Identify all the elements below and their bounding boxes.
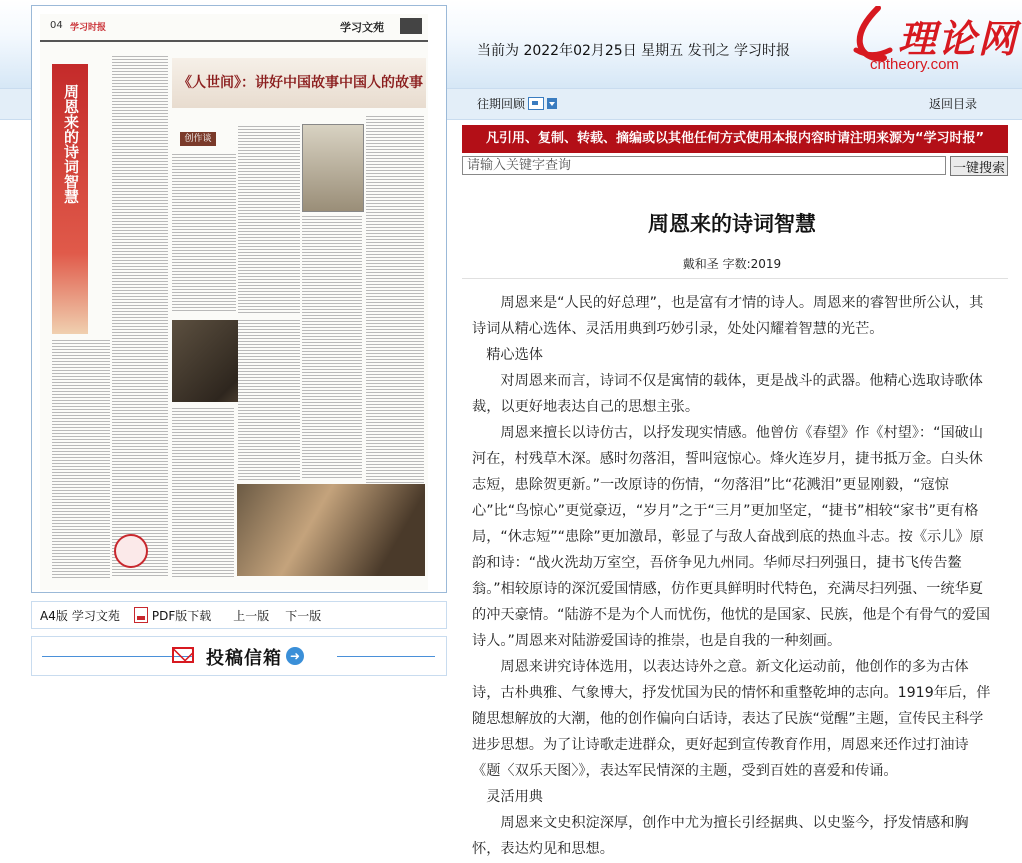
text-column: [366, 114, 424, 484]
submission-mailbox-button[interactable]: [31, 636, 447, 676]
prev-page-link[interactable]: 上一版: [233, 608, 270, 623]
paper-header: [40, 14, 428, 42]
divider: [462, 278, 1008, 279]
section-label: 学习文苑: [71, 608, 120, 623]
arrow-right-icon: ➜: [286, 647, 304, 665]
banner-title: 周恩来的诗词智慧: [62, 84, 80, 204]
paper-masthead: 学习时报: [70, 23, 107, 33]
article-title: 周恩来的诗词智慧: [648, 212, 816, 236]
subheading: 精心选体: [486, 347, 543, 363]
paper-page-number: 04: [50, 20, 63, 31]
paragraph: 周恩来擅长以诗仿古，以抒发现实情感。他曾仿《春望》作《村望》：“国破山河在，村残草木深。感时勿落泪，誓叫寇惊心。烽火连岁月，捷书抵万金。白头休志短，患除贺更新。”一改原诗的伤情，“勿落泪”比“花溅泪”更显刚毅，“寇惊心”比“鸟惊心”更觉豪迈，“岁月”之于“三月”更加坚定，“捷书”相较“家书”更有格局，“休志短”“患除”更加激昂，彰显了与敌人奋战到底的热血斗志。按《示儿》原韵和诗：“战火洗劫万室空，吾侪争见九州同。华师尽扫列强日，捷书飞传告鳌翁。”相较原诗的深沉爱国情感，仿作更具鲜明时代特色，充满尽扫列强、一统华夏的冲天豪情。“陆游不是为个人而忧伤，他忧的是国家、民族，他是个有骨气的爱国诗人。”周恩来对陆游爱国诗的推崇，也是自我的一种刻画。: [472, 425, 991, 649]
back-to-index-link[interactable]: 返回目录: [929, 97, 978, 111]
search-button[interactable]: 一键搜索: [950, 156, 1008, 176]
article-body: [472, 290, 994, 862]
paper-section-name: 学习文苑: [340, 21, 384, 34]
submission-label: 投稿信箱: [206, 648, 282, 669]
subheading: 灵活用典: [486, 789, 543, 805]
site-logo[interactable]: 理论网: [898, 16, 1019, 61]
past-review[interactable]: [477, 95, 557, 112]
next-page-link[interactable]: 下一版: [285, 608, 322, 623]
search-input[interactable]: [462, 156, 946, 175]
divider: [337, 656, 435, 657]
calendar-icon[interactable]: [528, 97, 544, 110]
copyright-notice: 凡引用、复制、转载、摘编或以其他任何方式使用本报内容时请注明来源为“学习时报”: [462, 125, 1008, 153]
pdf-icon: [134, 607, 148, 623]
text-column: [172, 152, 236, 312]
text-column: [172, 406, 234, 578]
text-column: [302, 214, 362, 478]
text-column: [112, 54, 168, 578]
divider: [42, 656, 192, 657]
seal-logo: [114, 534, 148, 568]
paragraph: 对周恩来而言，诗词不仅是寓情的载体，更是战斗的武器。他精心选取诗歌体裁，以更好地表达自己的思想主张。: [472, 373, 983, 415]
newspaper-page-image[interactable]: [40, 14, 428, 590]
chevron-down-icon[interactable]: [547, 98, 557, 109]
tag-label: 创作谈: [180, 132, 216, 146]
still-photo: [302, 124, 364, 212]
edition-label: A4版: [40, 608, 68, 623]
site-url: cntheory.com: [870, 56, 959, 73]
feature-title[interactable]: 《人世间》：讲好中国故事中国人的故事: [178, 75, 423, 91]
paragraph: 周恩来文史积淀深厚，创作中尤为擅长引经据典、以史鉴今，抒发情感和胸怀，表达灼见和思想。: [472, 815, 969, 857]
article-byline: 戴和圣 字数:2019: [682, 257, 782, 271]
issue-date: 当前为 2022年02月25日 星期五 发刊之 学习时报: [477, 43, 791, 59]
still-photo: [237, 484, 425, 576]
page-pager: [31, 601, 447, 629]
paragraph: 周恩来是“人民的好总理”，也是富有才情的诗人。周恩来的睿智世所公认，其诗词从精心选体、灵活用典到巧妙引录，处处闪耀着智慧的光芒。: [472, 295, 984, 337]
text-column: [238, 318, 300, 480]
text-column: [52, 338, 110, 578]
section-logo: [400, 18, 422, 34]
text-column: [238, 124, 300, 314]
pdf-download-label: PDF版下载: [151, 608, 212, 623]
logo-mark-icon: [848, 6, 898, 62]
pdf-download-link[interactable]: [134, 607, 211, 624]
paragraph: 周恩来讲究诗体选用，以表达诗外之意。新文化运动前，他创作的多为古体诗，古朴典雅、气象博大，抒发忧国为民的情怀和重整乾坤的志向。1919年后，伴随思想解放的大潮，他的创作偏向白话诗，表达了民族“觉醒”主题，宣传民主科学进步思想。为了让诗歌走进群众，更好起到宣传教育作用，周恩来还作过打油诗《题〈双乐天图〉》，表达军民情深的主题，受到百姓的喜爱和传诵。: [472, 659, 991, 779]
envelope-icon: [172, 647, 194, 663]
past-review-label: 往期回顾: [477, 97, 526, 111]
